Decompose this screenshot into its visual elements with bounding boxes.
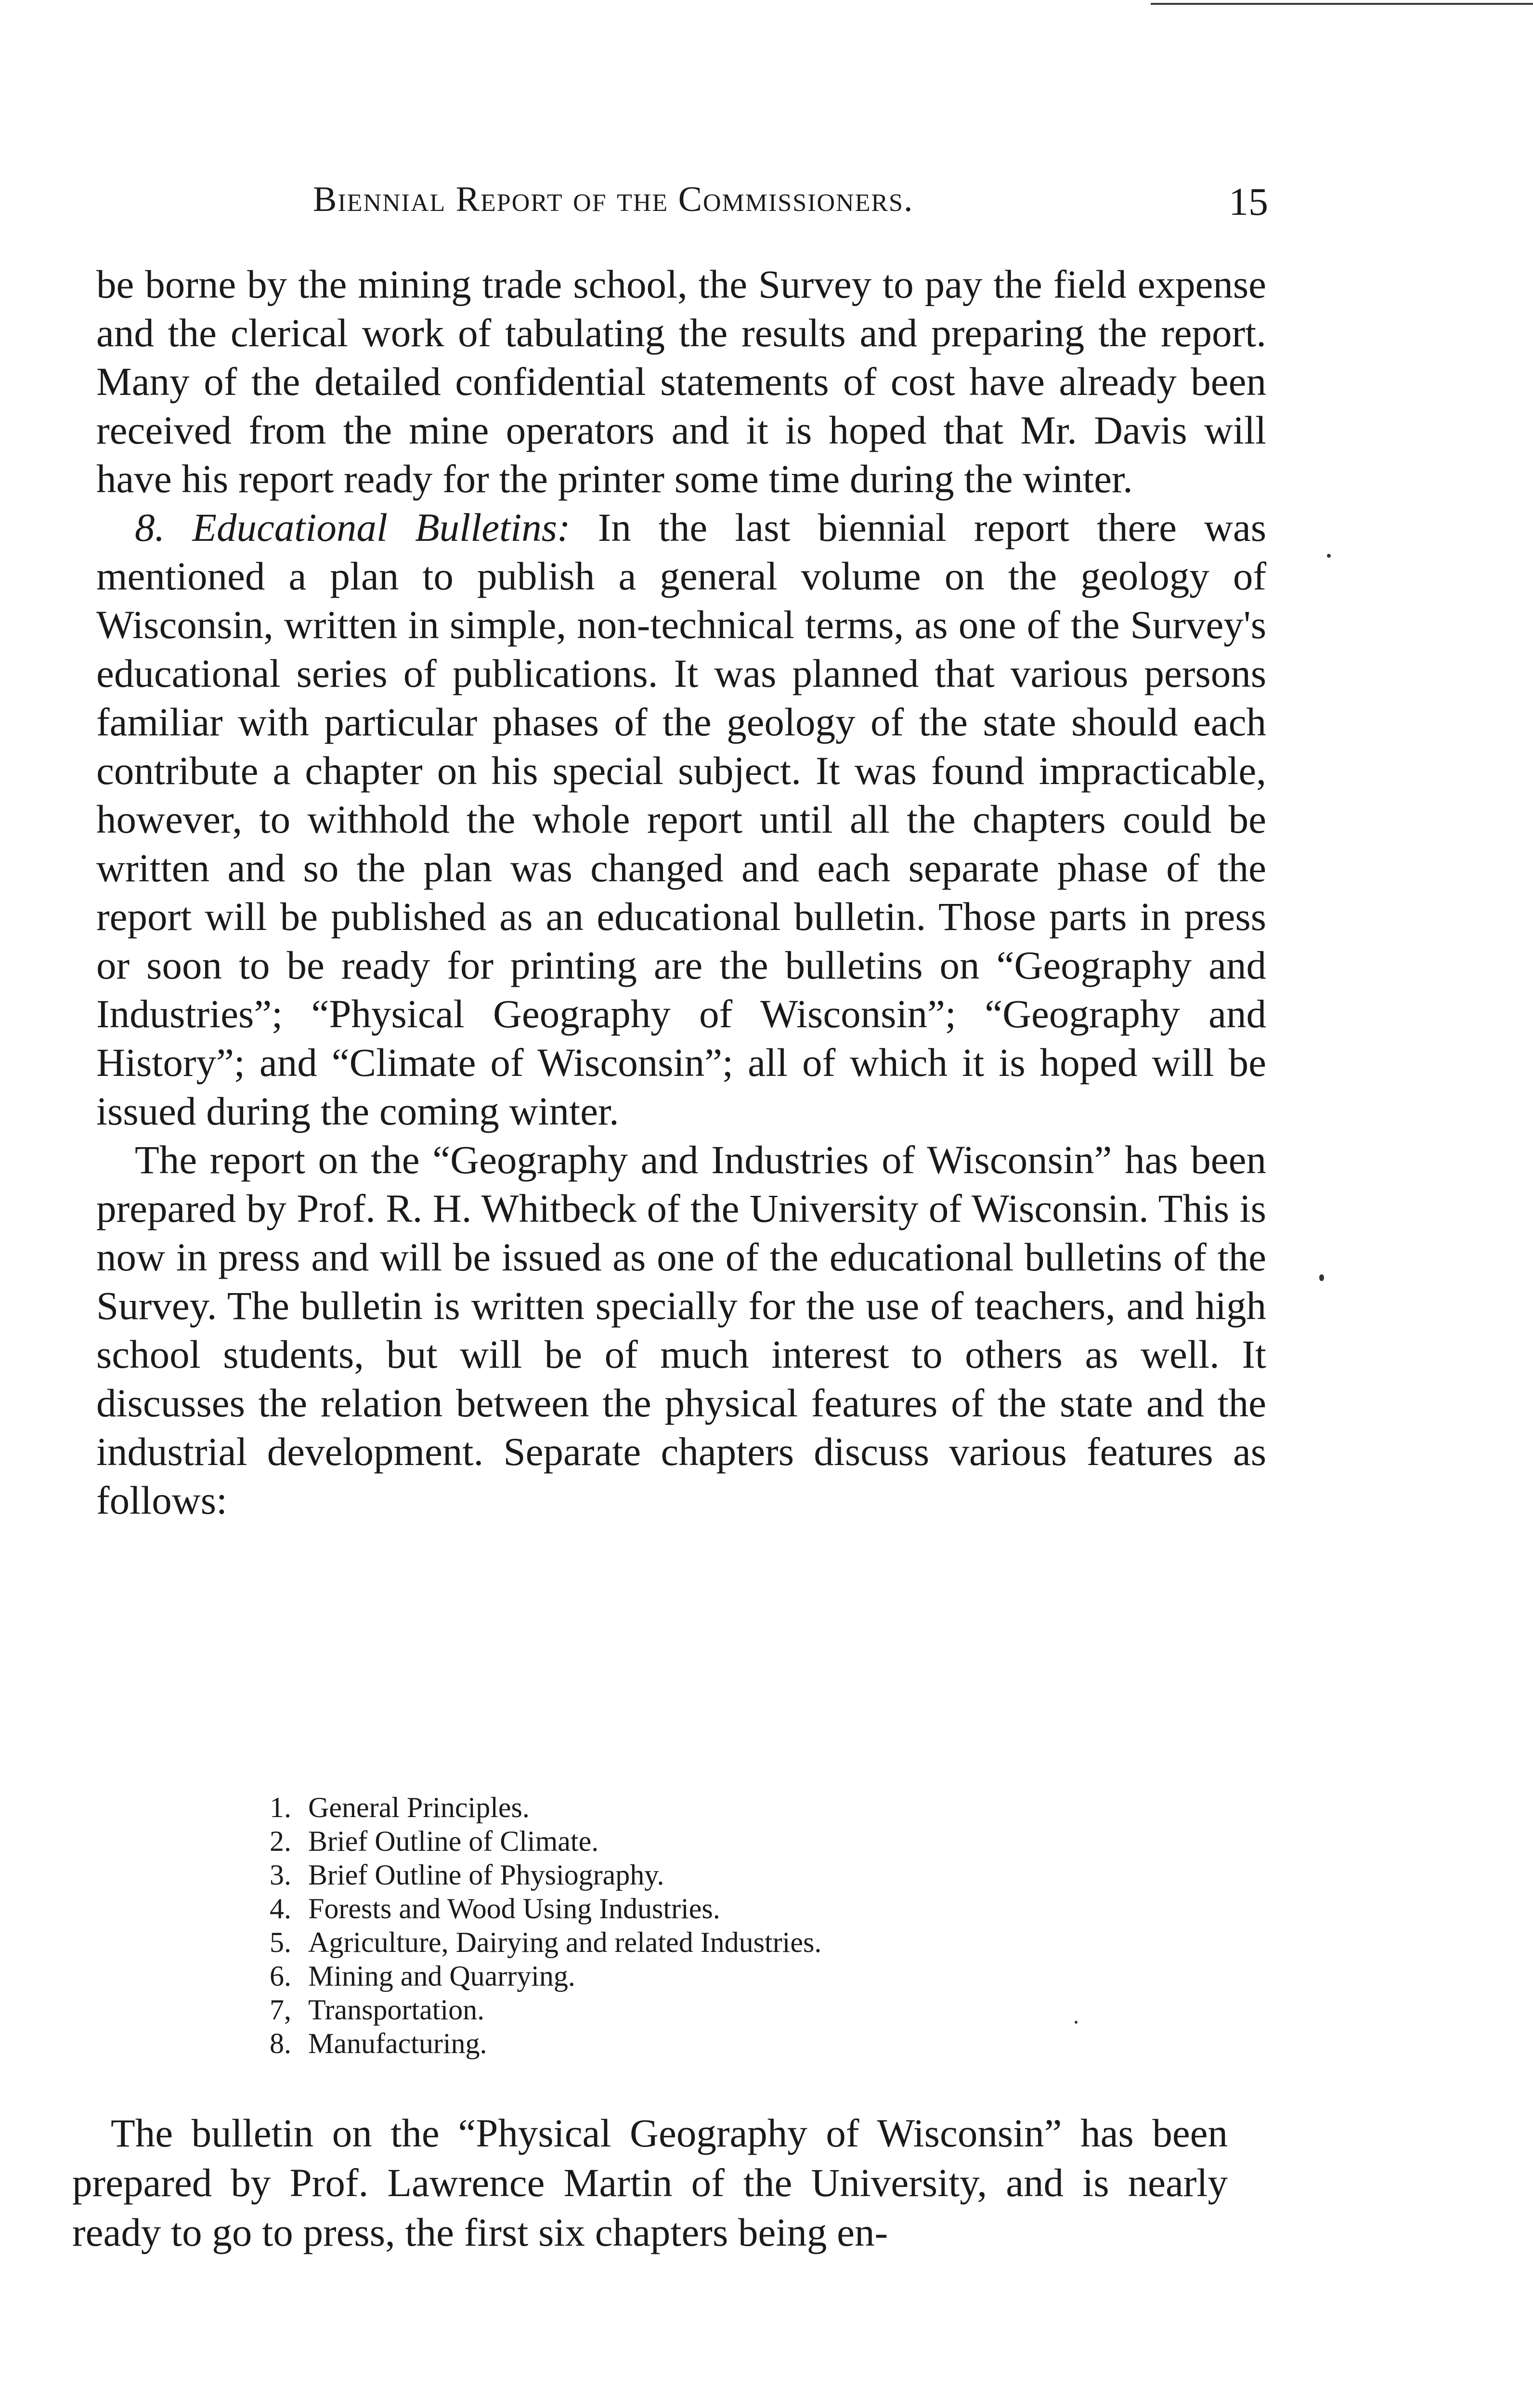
section-label: 8. Educational Bulletins: [135,505,571,550]
list-item-title: Manufacturing. [308,2028,487,2059]
list-item-number: 4. [270,1893,291,1924]
list-item [270,2027,821,2060]
body-text [96,260,1266,1525]
closing-text [72,2108,1228,2257]
paragraph-mining-report: be borne by the mining trade school, the Survey to pay the field expense and the clerical work of tabulating the results and preparing the report. Many of the detailed confidential statements of cost have already been received from the mine operators and it is hoped that Mr. Davis will have his report ready for the printer some time during the winter. [96,262,1266,501]
list-item [270,1858,821,1892]
paragraph-physical-geography: The bulletin on the “Physical Geography of Wisconsin” has been prepared by Prof. Lawrence Martin of the University, and is nearly ready to go to press, the first six chapters being en- [72,2111,1228,2254]
scan-speck [1319,1274,1324,1281]
running-head: Biennial Report of the Commissioners. [313,180,914,219]
list-item-number: 1. [270,1792,291,1823]
list-item-title: Forests and Wood Using Industries. [308,1893,720,1924]
list-item-title: Mining and Quarrying. [308,1960,575,1992]
paragraph-geography-industries: The report on the “Geography and Industries of Wisconsin” has been prepared by Prof. R. H. Whitbeck of the University of Wisconsin. This is now in press and will be issued as one of the educational bulletins of the Survey. The bulletin is written specially for the use of teachers, and high school students, but will be of much interest to others as well. It discusses the relation between the physical features of the state and the industrial development. Separate chapters discuss various features as follows: [96,1138,1266,1522]
paragraph-educational-bulletins [96,503,1266,1136]
scan-speck [1327,554,1331,558]
list-item-number: 3. [270,1859,291,1891]
list-item [270,1791,821,1824]
list-item-title: Brief Outline of Climate. [308,1825,599,1857]
list-item-number: 8. [270,2028,291,2059]
list-item [270,1993,821,2027]
list-item [270,1892,821,1925]
list-item-title: Brief Outline of Physiography. [308,1859,664,1891]
list-item-title: Agriculture, Dairying and related Industries. [308,1926,822,1958]
page-number: 15 [1229,180,1268,223]
chapter-list [270,1791,821,2060]
list-item-title: Transportation. [308,1994,485,2026]
list-item-number: 6. [270,1960,291,1992]
list-item [270,1959,821,1993]
scan-speck [1075,2021,1078,2024]
list-item-number: 2. [270,1825,291,1857]
paragraph-text: In the last biennial report there was mentioned a plan to publish a general volume on the geology of Wisconsin, written in simple, non-technical terms, as one of the Survey's educational series of publications. It was planned that various persons familiar with particular phases of the geology of the state should each contribute a chapter on his special subject. It was found impracticable, however, to withhold the whole report until all the chapters could be written and so the plan was changed and each separate phase of the report will be published as an educational bulletin. Those parts in press or soon to be ready for printing are the bulletins on “Geography and Industries”; “Physical Geography of Wisconsin”; “Geography and History”; and “Climate of Wisconsin”; all of which it is hoped will be issued during the coming winter. [96,505,1266,1133]
list-item [270,1824,821,1858]
list-item [270,1925,821,1959]
list-item-number: 5. [270,1926,291,1958]
list-item-title: General Principles. [308,1792,530,1823]
top-edge-rule [1151,3,1533,5]
list-item-number: 7, [270,1994,291,2026]
